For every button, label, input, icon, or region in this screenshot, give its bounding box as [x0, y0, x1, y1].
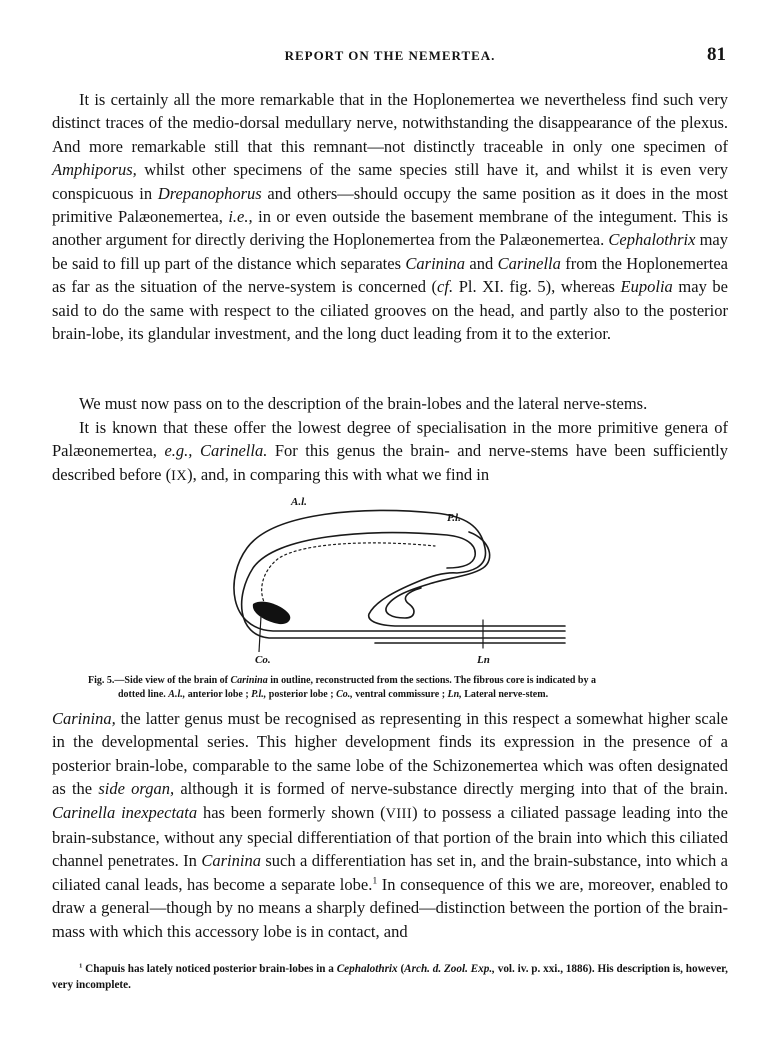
text-run: and others—should occupy the same position as it does in the most primitive Palæonemertea, — [52, 183, 728, 227]
page-header — [52, 44, 728, 70]
italic-run: side organ, — [98, 779, 175, 799]
italic-run: Carinina, — [52, 709, 116, 728]
italic-run: P.l., — [251, 689, 267, 700]
text-run: It is known that these offer the lowest degree of specialisation in the more primitive genera of Palæonemertea, — [52, 418, 728, 461]
italic-run: Carinella — [497, 253, 561, 273]
commissure-pointer — [259, 616, 261, 652]
text-run: For this genus the brain- and nerve-stems have been sufficiently described before ( — [52, 441, 729, 484]
italic-run: Carinina — [201, 851, 261, 871]
text-run: ) to possess a ciliated passage leading into the brain-substance, without any special differentiation of that portion of the brain into which this ciliated channel penetrates. In — [52, 802, 728, 871]
text-run: vol. iv. p. xxi., 1886). His description is, however, very incomplete. — [52, 963, 728, 991]
italic-run: Carinina — [405, 253, 466, 273]
fibrous-core — [262, 543, 435, 620]
italic-run: Arch. d. Zool. Exp., — [404, 963, 495, 975]
footnote-marker: 1 — [79, 962, 83, 970]
text-run: and — [465, 253, 498, 273]
footnote — [52, 962, 728, 993]
italic-run: Eupolia — [620, 277, 673, 297]
caption-line-2 — [88, 688, 692, 702]
italic-run: Ln, — [447, 689, 462, 700]
italic-run: Carinella inexpectata — [52, 802, 198, 822]
roman-numeral-ref: IX — [171, 467, 188, 484]
roman-numeral-ref: VIII — [385, 805, 413, 822]
caption-line-1 — [88, 675, 596, 686]
label-ventral-commissure: Co. — [255, 654, 271, 666]
paragraph-1 — [52, 88, 728, 345]
text-run: Chapuis has lately noticed posterior brain-lobes in a — [82, 963, 337, 975]
text-run: ( — [397, 963, 405, 975]
paragraph-3 — [52, 416, 728, 488]
text-run: may be said to do the same with respect to the ciliated grooves on the head, and partly also to the posterior brain-lobe, its glandular investment, and the long duct leading from it to the exterior. — [52, 277, 728, 344]
text-run: from the Hoplonemertea as far as the situation of the nerve-system is concerned ( — [52, 253, 728, 297]
figure-brain-side-view — [225, 492, 570, 672]
text-run: in outline, reconstructed from the sections. The fibrous core is indicated by a — [267, 675, 596, 686]
text-run — [192, 441, 200, 460]
text-run: We must now pass on to the description of the brain-lobes and the lateral nerve-stems. — [79, 394, 648, 413]
italic-run: A.l., — [168, 689, 186, 700]
italic-run: Cephalothrix — [608, 230, 696, 250]
figure-caption — [88, 674, 692, 702]
paragraph-2 — [52, 392, 728, 415]
text-run: Pl. XI. fig. 5), whereas — [453, 277, 621, 297]
italic-run: Cephalothrix — [336, 963, 398, 975]
brain-outline-drawing — [225, 492, 570, 672]
text-run: ventral commissure ; — [352, 689, 448, 700]
text-run: dotted line. — [118, 689, 169, 700]
italic-run: Drepanophorus — [157, 183, 262, 203]
italic-run: Carinina — [230, 675, 268, 686]
text-run: whilst other specimens of the same species still have it, and whilst it is even very conspicuous in — [52, 160, 728, 203]
italic-run: i.e., — [228, 207, 253, 227]
text-run: Fig. 5.—Side view of the brain of — [88, 675, 231, 686]
text-run: has been formerly shown ( — [197, 802, 386, 822]
text-run: posterior lobe ; — [266, 689, 337, 700]
paragraph-4 — [52, 707, 728, 943]
text-run: in or even outside the basement membrane of the integument. This is another argument for directly deriving the Hoplonemertea from the Palæonemertea. — [52, 207, 728, 250]
italic-run: Co., — [336, 689, 353, 700]
italic-run: e.g., — [164, 441, 193, 461]
text-run: although it is formed of nerve-substance directly merging into that of the brain. — [174, 779, 729, 799]
text-run: In consequence of this we are, moreover, enabled to draw a general—though by no means a sharply defined—distinction between the portion of the brain-mass with which this accessory lobe is in contact, and — [52, 874, 729, 941]
page-number: 81 — [707, 44, 726, 65]
text-run: may be said to fill up part of the distance which separates — [52, 230, 729, 273]
text-run: ), and, in comparing this with what we find in — [187, 464, 490, 484]
ventral-commissure — [253, 602, 290, 625]
label-lateral-nerve: Ln — [477, 654, 490, 666]
text-run: It is certainly all the more remarkable that in the Hoplonemertea we nevertheless find such very distinct traces of the medio-dorsal medullary nerve, notwithstanding the disappearance of the plexus. And more remarkable still that this remnant—not distinctly traceable in only one specimen of — [52, 90, 728, 156]
brain-middle-outline — [242, 533, 565, 638]
italic-run: Carinella. — [199, 441, 268, 461]
text-run: anterior lobe ; — [185, 689, 252, 700]
text-run: Lateral nerve-stem. — [461, 689, 549, 700]
text-run: such a differentiation has set in, and the brain-substance, into which a ciliated canal leads, has become a separate lobe. — [52, 851, 728, 894]
footnote-marker: 1 — [372, 875, 378, 887]
text-run: the latter genus must be recognised as representing in this respect a somewhat higher scale in the developmental series. This higher development finds its expression in the presence of a posterior brain-lobe, comparable to the same lobe of the Schizonemertea which was often designated as the — [52, 709, 728, 799]
label-posterior-lobe: P.l. — [447, 512, 461, 524]
italic-run: Amphiporus, — [52, 160, 137, 180]
label-anterior-lobe: A.l. — [291, 496, 307, 508]
running-head: REPORT ON THE NEMERTEA. — [284, 48, 496, 63]
italic-run: cf. — [437, 277, 454, 297]
